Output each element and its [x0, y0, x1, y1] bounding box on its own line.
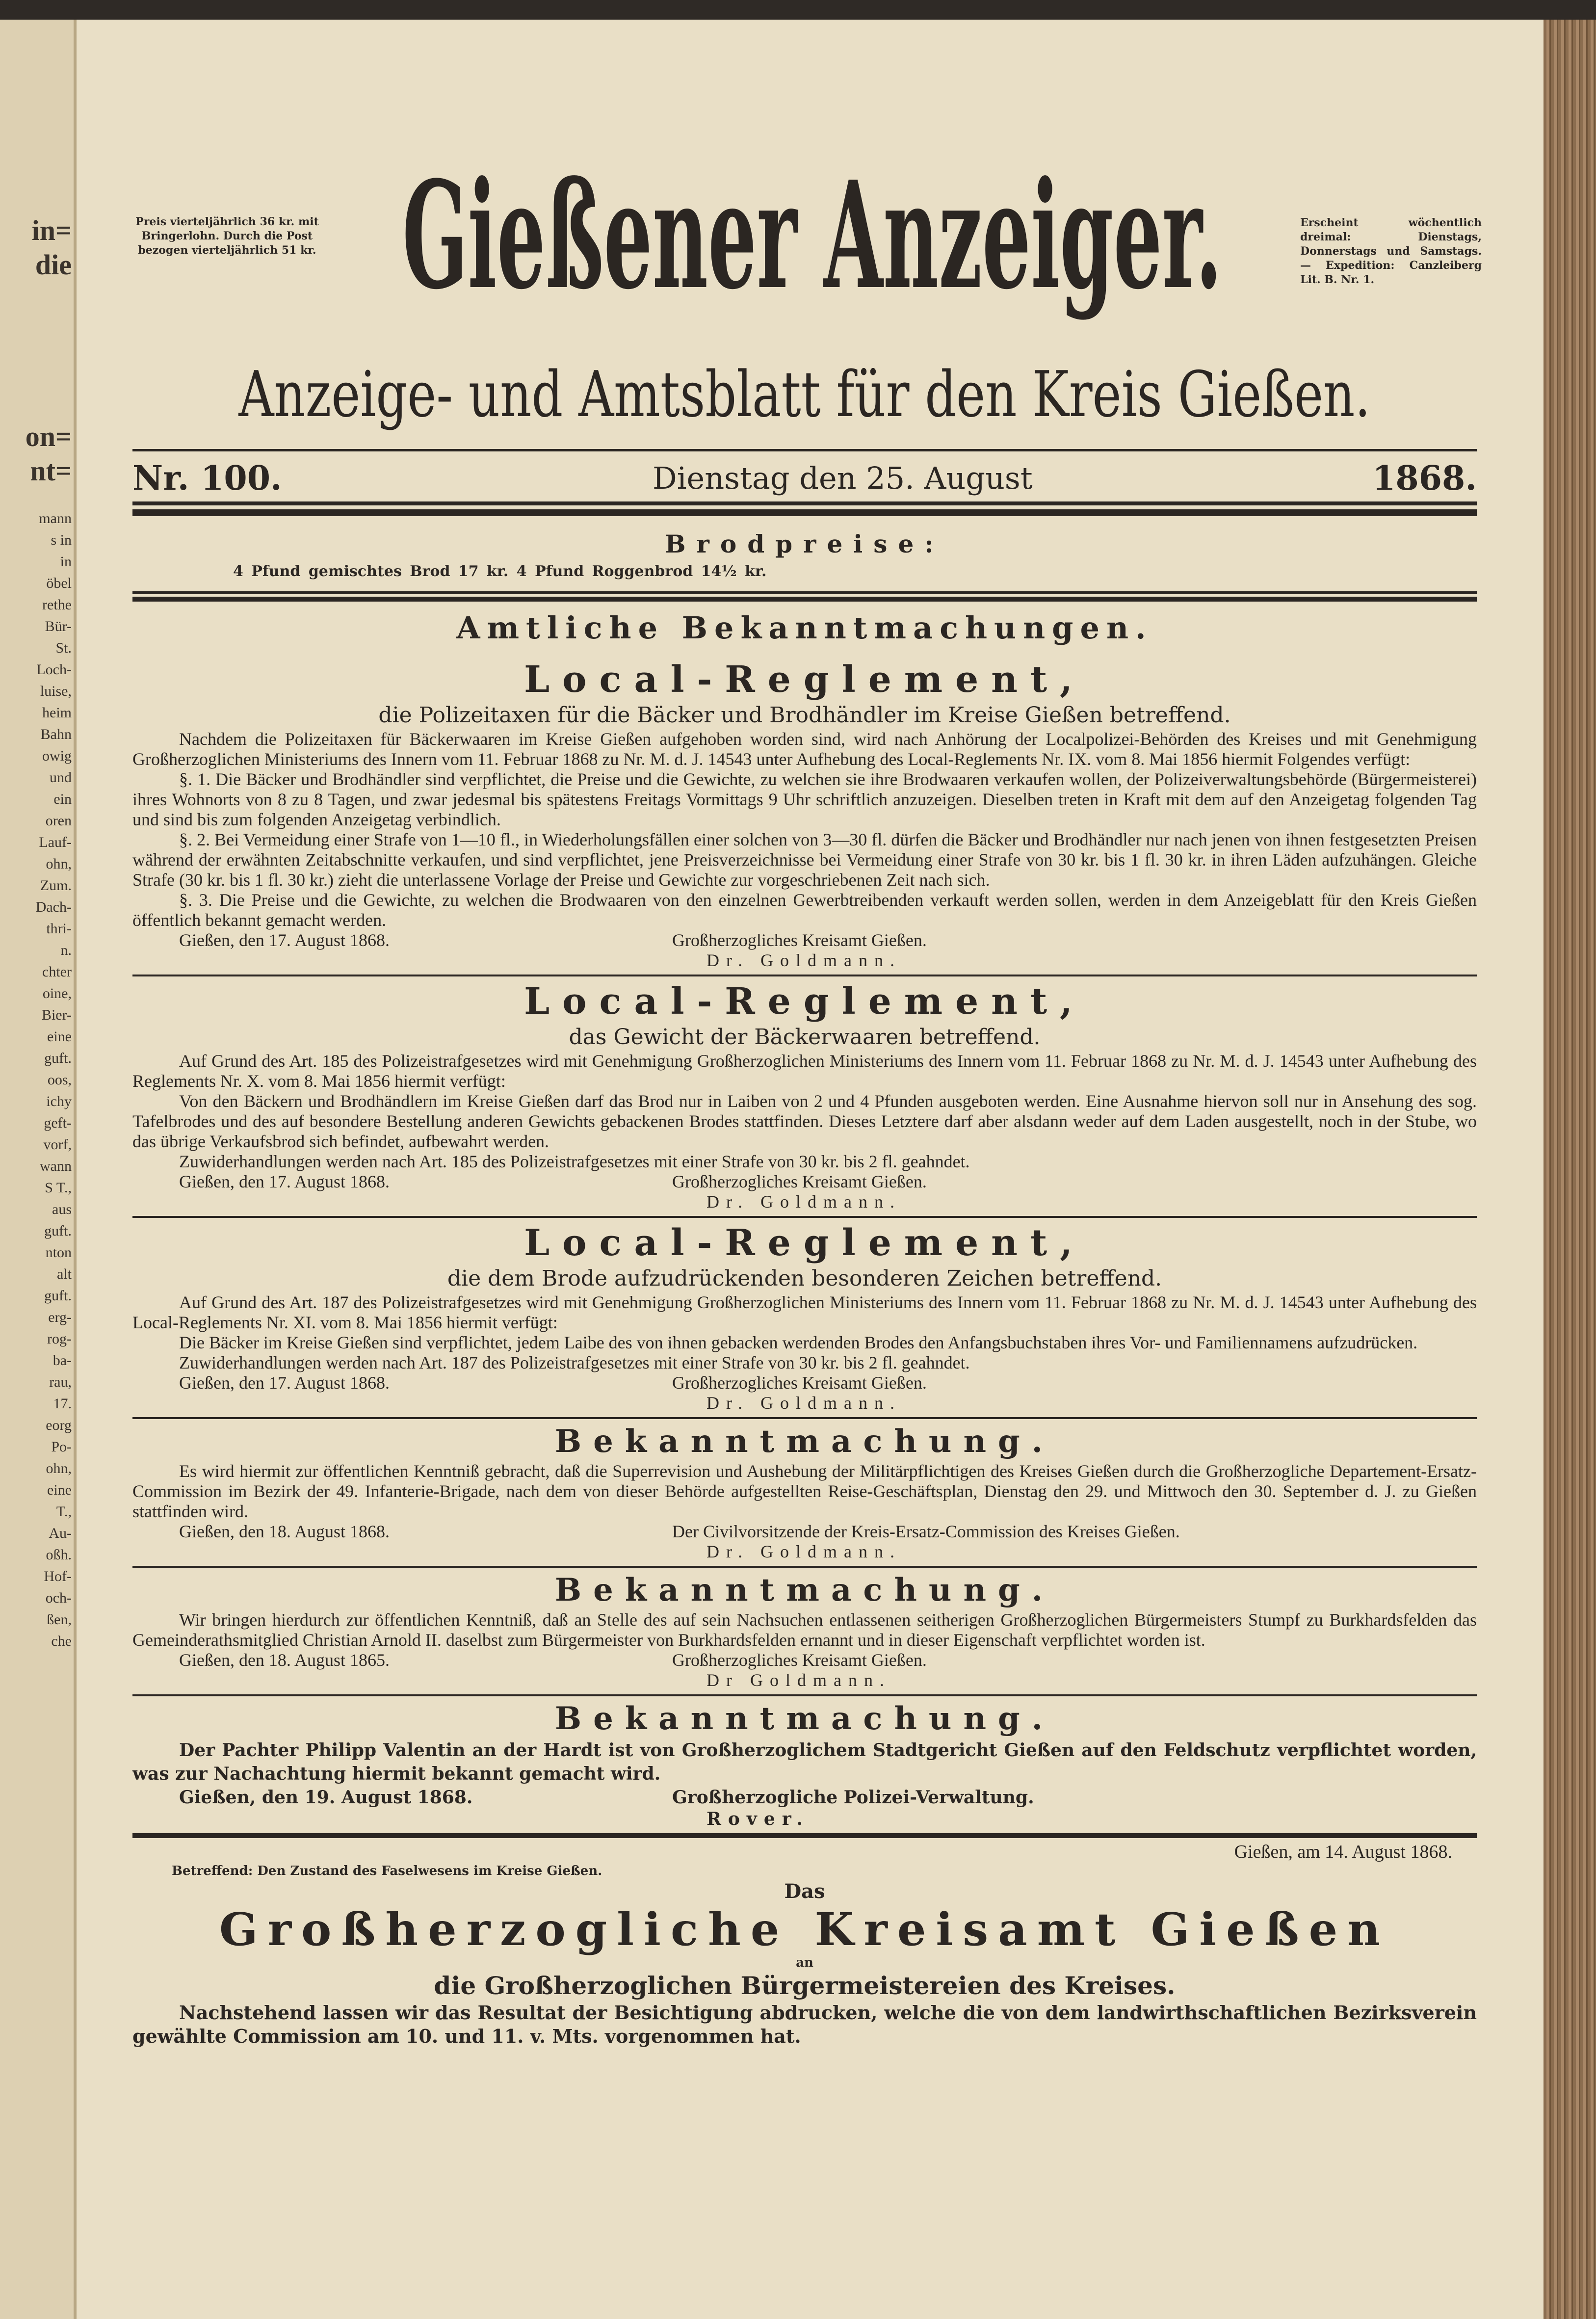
- adjacent-page-text-fragment: rog-: [47, 1331, 72, 1347]
- divider: [132, 1566, 1477, 1568]
- adjacent-page-text-fragment: Po-: [51, 1439, 72, 1455]
- adjacent-page-text-fragment: heim: [42, 705, 72, 721]
- adjacent-page-text-fragment: ohn,: [46, 1460, 72, 1476]
- circular: [132, 1841, 1477, 2048]
- notice-place-date: Gießen, den 18. August 1865.: [179, 1650, 390, 1670]
- notice-place-date: Gießen, den 18. August 1868.: [179, 1522, 390, 1541]
- notice-paragraph: Auf Grund des Art. 185 des Polizeistrafgesetzes wird mit Genehmigung Großherzoglichen Ministeriums des Innern vom 11. Februar 1868 zu Nr. M. d. J. 14543 unter Aufhebung des Reglements Nr. X. vom 8. Mai 1856 hiermit verfügt:: [132, 1051, 1477, 1091]
- notice-signature-line: [132, 930, 1477, 950]
- notice-signature: Dr. Goldmann.: [706, 1393, 901, 1413]
- notice-signature-line: [132, 1786, 1477, 1809]
- adjacent-page-text-fragment: oßh.: [46, 1547, 72, 1563]
- notice-paragraph: Wir bringen hierdurch zur öffentlichen Kenntniß, daß an Stelle des auf sein Nachsuchen entlassenen seitherigen Großherzoglichen Bürgermeisters Stumpf zu Burkhardsfelden das Gemeinderathsmitglied Christian Arnold II. daselbst zum Bürgermeister von Burkhardsfelden ernannt und in dieser Eigenschaft verpflichtet worden ist.: [132, 1610, 1477, 1650]
- notice-place-date: Gießen, den 17. August 1868.: [179, 1172, 390, 1191]
- adjacent-page-text-fragment: oos,: [47, 1072, 72, 1088]
- scan-top-edge: [0, 0, 1596, 20]
- notice-place-date: Gießen, den 19. August 1868.: [179, 1787, 473, 1808]
- notice-signature-line: [132, 1650, 1477, 1670]
- divider: [132, 1417, 1477, 1419]
- notice: [132, 979, 1477, 1212]
- circular-regarding: Betreffend: Den Zustand des Faselwesens im Kreise Gießen.: [172, 1864, 602, 1878]
- notice-signature: Dr Goldmann.: [706, 1670, 891, 1690]
- adjacent-page-text-fragment: och-: [45, 1590, 72, 1606]
- adjacent-page-text-fragment: Bür-: [45, 618, 72, 634]
- notice-paragraph: Auf Grund des Art. 187 des Polizeistrafgesetzes wird mit Genehmigung Großherzoglichen Ministeriums des Innern vom 11. Februar 1868 zu Nr. M. d. J. 14543 unter Aufhebung des Local-Reglements Nr. XI. vom 8. Mai 1856 hiermit verfügt:: [132, 1292, 1477, 1332]
- adjacent-page-text-fragment: wann: [40, 1158, 72, 1174]
- notice-signature: Rover.: [706, 1809, 810, 1829]
- adjacent-page-text-fragment: T.,: [56, 1503, 72, 1520]
- notice-signature-row: [132, 1393, 1477, 1413]
- adjacent-page-text-fragment: Loch-: [36, 661, 72, 678]
- notice-place-date: Gießen, den 17. August 1868.: [179, 1373, 390, 1393]
- adjacent-page-text-fragment: rethe: [42, 597, 72, 613]
- adjacent-page-text-fragment: Bahn: [40, 726, 72, 742]
- adjacent-page-text-fragment: geft-: [44, 1115, 72, 1131]
- notice-signature-row: [132, 1809, 1477, 1829]
- notice-paragraph: §. 2. Bei Vermeidung einer Strafe von 1—10 fl., in Wiederholungsfällen einer solchen von 3—30 fl. dürfen die Bäcker und Brodhändler nur nach jenen von ihnen festgesetzten Preisen während der erwähnten Zeitabschnitte verkaufen, und sind verpflichtet, jene Preisverzeichnisse bei Vermeidung einer Strafe von 30 kr. bis 1 fl. 30 kr. in ihren Läden aufzuhängen. Gleiche Strafe (30 kr. bis 1 fl. 30 kr.) zieht die unterlassene Vorlage der Preise und Gewichte zur vorgeschriebenen Zeit nach sich.: [132, 830, 1477, 890]
- notice-authority: Großherzogliches Kreisamt Gießen.: [672, 1172, 927, 1191]
- adjacent-page-text-fragment: aus: [52, 1201, 72, 1217]
- notice: [132, 1699, 1477, 1829]
- circular-title: Großherzogliche Kreisamt Gießen: [219, 1903, 1390, 1956]
- adjacent-page-text-fragment: oine,: [42, 985, 72, 1001]
- divider: [132, 975, 1477, 976]
- bread-prices-heading: Brodpreise:: [665, 529, 944, 558]
- masthead-title: Gießener Anzeiger.: [402, 149, 1222, 322]
- notice-authority: Großherzogliches Kreisamt Gießen.: [672, 930, 927, 950]
- adjacent-page-edge: [0, 20, 77, 2319]
- notice-paragraph: §. 1. Die Bäcker und Brodhändler sind verpflichtet, die Preise und die Gewichte, zu welchen sie ihre Brodwaaren verkaufen wollen, der Polizeiverwaltungsbehörde (Bürgermeisterei) ihres Wohnorts von 8 zu 8 Tagen, und zwar jedesmal bis spätestens Freitags Vormittags 9 Uhr schriftlich anzuzeigen. Dieselben treten in Kraft mit dem auf den Anzeigetag folgenden Tag und sind bis zum folgenden Anzeigetag verbindlich.: [132, 769, 1477, 829]
- issue-number: Nr. 100.: [132, 459, 282, 498]
- notice: [132, 1571, 1477, 1690]
- adjacent-page-text-fragment: alt: [57, 1266, 72, 1282]
- notice-subtitle: das Gewicht der Bäckerwaaren betreffend.: [569, 1025, 1041, 1050]
- notice-signature-row: [132, 1670, 1477, 1690]
- notices-column: [132, 658, 1477, 2048]
- notice-paragraph: §. 3. Die Preise und die Gewichte, zu welchen die Brodwaaren von den einzelnen Gewerbtreibenden verkauft werden sollen, werden in dem Anzeigeblatt für den Kreis Gießen öffentlich bekannt gemacht werden.: [132, 890, 1477, 930]
- adjacent-page-text-fragment: mann: [39, 510, 72, 527]
- adjacent-page-text-fragment: on=: [25, 421, 72, 452]
- adjacent-page-text-fragment: erg-: [48, 1309, 72, 1325]
- adjacent-page-text-fragment: ein: [53, 791, 72, 807]
- adjacent-page-text-fragment: luise,: [40, 683, 72, 699]
- circular-body: Nachstehend lassen wir das Resultat der Besichtigung abdrucken, welche die von dem landwirthschaftlichen Bezirksverein gewählte Commission am 10. und 11. v. Mts. vorgenommen hat.: [132, 2002, 1477, 2047]
- adjacent-page-text-fragment: owig: [42, 748, 72, 764]
- adjacent-page-text-fragment: die: [35, 249, 72, 281]
- notices: [132, 658, 1477, 1838]
- masthead-subtitle: Anzeige- und Amtsblatt für den Kreis Gießen.: [238, 358, 1371, 431]
- adjacent-page-text-fragment: Zum.: [40, 877, 72, 894]
- adjacent-page-text-fragment: eine: [47, 1482, 72, 1498]
- adjacent-page-text-fragment: nt=: [30, 455, 72, 487]
- masthead-subtitle-row: [132, 358, 1477, 432]
- notice-signature: Dr. Goldmann.: [706, 1542, 901, 1561]
- adjacent-page-text-fragment: ohn,: [46, 856, 72, 872]
- notice-signature: Dr. Goldmann.: [706, 1192, 901, 1212]
- notice: [132, 658, 1477, 971]
- adjacent-page-text-fragment: St.: [55, 640, 72, 656]
- divider: [132, 1833, 1477, 1838]
- official-notices-heading: Amtliche Bekanntmachungen.: [456, 610, 1153, 646]
- adjacent-page-text-fragment: che: [51, 1633, 72, 1649]
- issue-date: Dienstag den 25. August: [653, 460, 1033, 496]
- issue-year: 1868.: [1372, 459, 1477, 498]
- bread-prices-line: 4 Pfund gemischtes Brod 17 kr. 4 Pfund Roggenbrod 14½ kr.: [233, 563, 767, 580]
- adjacent-page-text-fragment: Dach-: [35, 899, 72, 915]
- notice-signature-row: [132, 1192, 1477, 1212]
- adjacent-page-text-fragment: guft.: [44, 1288, 72, 1304]
- adjacent-page-text-fragment: 17.: [53, 1396, 72, 1412]
- divider: [132, 1216, 1477, 1218]
- notice-title: Bekanntmachung.: [554, 1700, 1055, 1737]
- circular-das: Das: [784, 1880, 825, 1903]
- adjacent-page-text-fragment: chter: [42, 964, 72, 980]
- notice-authority: Der Civilvorsitzende der Kreis-Ersatz-Commission des Kreises Gießen.: [672, 1522, 1180, 1541]
- circular-an: an: [796, 1955, 813, 1970]
- adjacent-page-text-fragment: Hof-: [44, 1568, 72, 1584]
- notice-title: Local-Reglement,: [524, 659, 1085, 701]
- notice-title: Local-Reglement,: [524, 980, 1085, 1023]
- notice-title: Bekanntmachung.: [554, 1423, 1055, 1460]
- divider: [132, 509, 1477, 516]
- adjacent-page-text-fragment: ichy: [46, 1093, 72, 1109]
- notice-title: Bekanntmachung.: [554, 1572, 1055, 1608]
- adjacent-page-text-fragment: in: [60, 553, 72, 570]
- adjacent-page-text-fragment: vorf,: [43, 1136, 72, 1153]
- divider: [132, 591, 1477, 594]
- notice-place-date: Gießen, den 17. August 1868.: [179, 930, 390, 950]
- adjacent-page-text-fragment: nton: [45, 1244, 72, 1261]
- notice-paragraph: Zuwiderhandlungen werden nach Art. 187 des Polizeistrafgesetzes mit einer Strafe von 30 kr. bis 2 fl. geahndet.: [179, 1353, 970, 1372]
- adjacent-page-text-fragment: ßen,: [47, 1611, 72, 1628]
- circular-addressee: die Großherzoglichen Bürgermeistereien des Kreises.: [434, 1971, 1176, 2000]
- adjacent-page-text-fragment: S T.,: [45, 1180, 72, 1196]
- notice-title: Local-Reglement,: [524, 1222, 1085, 1264]
- adjacent-page-text-fragment: s in: [51, 532, 72, 548]
- adjacent-page-text-fragment: und: [50, 769, 72, 786]
- notice-paragraph: Nachdem die Polizeitaxen für Bäckerwaaren im Kreise Gießen aufgehoben worden sind, wird nach Anhörung der Localpolizei-Behörden des Kreises und mit Genehmigung Großherzoglichen Ministeriums des Innern vom 11. Februar 1868 zu Nr. M. d. J. 14543 unter Aufhebung des Local-Reglements Nr. IX. vom 8. Mai 1856 hiermit Folgendes verfügt:: [132, 729, 1477, 769]
- notice: [132, 1422, 1477, 1562]
- divider: [132, 501, 1477, 505]
- adjacent-page-text-fragment: öbel: [46, 575, 72, 591]
- notice-authority: Großherzogliches Kreisamt Gießen.: [672, 1373, 927, 1393]
- notice-paragraph: Der Pachter Philipp Valentin an der Hardt ist von Großherzoglichem Stadtgericht Gießen auf den Feldschutz verpflichtet worden, was zur Nachachtung hiermit bekannt gemacht wird.: [132, 1740, 1477, 1784]
- adjacent-page-text-fragment: thri-: [46, 921, 72, 937]
- adjacent-page-text-fragment: rau,: [49, 1374, 72, 1390]
- masthead: [339, 147, 1285, 324]
- notice-signature-line: [132, 1522, 1477, 1542]
- adjacent-page-text-fragment: Lauf-: [39, 834, 72, 850]
- adjacent-page-text-fragment: n.: [60, 942, 72, 958]
- divider: [132, 1694, 1477, 1696]
- notice-signature-line: [132, 1373, 1477, 1393]
- circular-place-date: Gießen, am 14. August 1868.: [1234, 1842, 1452, 1862]
- adjacent-page-text-fragment: eine: [47, 1028, 72, 1045]
- notice-subtitle: die Polizeitaxen für die Bäcker und Brodhändler im Kreise Gießen betreffend.: [378, 703, 1231, 728]
- notice-signature: Dr. Goldmann.: [706, 950, 901, 970]
- notice-subtitle: die dem Brode aufzudrückenden besonderen Zeichen betreffend.: [447, 1266, 1162, 1291]
- notice-signature-row: [132, 950, 1477, 971]
- subscription-price-note: Preis vierteljährlich 36 kr. mit Bringerlohn. Durch die Post bezogen vierteljährlich 51 kr.: [135, 215, 319, 257]
- notice-paragraph: Von den Bäckern und Brodhändlern im Kreise Gießen darf das Brod nur in Laiben von 2 und 4 Pfunden ausgeboten werden. Eine Ausnahme hiervon soll nur in Ansehung des sog. Tafelbrodes und des auf besondere Bestellung anderen Gewichts gebackenen Brodes stattfinden. Dieses Letztere darf aber alsdann weder auf dem Laden ausgestellt, noch in der Stube, wo das übrige Verkaufsbrod sich befindet, aufbewahrt werden.: [132, 1091, 1477, 1151]
- notice-authority: Großherzogliches Kreisamt Gießen.: [672, 1650, 927, 1670]
- divider: [132, 449, 1477, 451]
- notice-authority: Großherzogliche Polizei-Verwaltung.: [672, 1787, 1034, 1808]
- adjacent-page-text-fragment: in=: [31, 214, 72, 246]
- book-page-edges: [1544, 20, 1596, 2319]
- adjacent-page-text-fragment: Bier-: [41, 1007, 72, 1023]
- notice: [132, 1221, 1477, 1413]
- publication-schedule-note: Erscheint wöchentlich dreimal: Dienstags, Donnerstags und Samstags. — Expedition: Canzleiberg Lit. B. Nr. 1.: [1300, 216, 1482, 286]
- adjacent-page-text-fragment: eorg: [46, 1417, 72, 1433]
- adjacent-page-text-fragment: guft.: [44, 1050, 72, 1066]
- notice-signature-row: [132, 1542, 1477, 1562]
- notice-paragraph: Zuwiderhandlungen werden nach Art. 185 des Polizeistrafgesetzes mit einer Strafe von 30 kr. bis 2 fl. geahndet.: [179, 1152, 970, 1171]
- adjacent-page-text-fragment: guft.: [44, 1223, 72, 1239]
- notice-paragraph: Es wird hiermit zur öffentlichen Kenntniß gebracht, daß die Superrevision und Aushebung der Militärpflichtigen des Kreises Gießen durch die Großherzogliche Departement-Ersatz-Commission im Bezirk der 49. Infanterie-Brigade, nach dem von dieser Behörde aufgestellten Reise-Geschäftsplan, Dienstag den 29. und Mittwoch den 30. September d. J. zu Gießen stattfinden wird.: [132, 1461, 1477, 1521]
- adjacent-page-text-fragment: Au-: [49, 1525, 72, 1541]
- adjacent-page-text-fragment: oren: [45, 813, 72, 829]
- notice-paragraph: Die Bäcker im Kreise Gießen sind verpflichtet, jedem Laibe des von ihnen gebacken werdenden Brodes den Anfangsbuchstaben ihres Vor- und Familiennamens aufzudrücken.: [179, 1333, 1418, 1352]
- divider: [132, 597, 1477, 602]
- notice-signature-line: [132, 1172, 1477, 1192]
- adjacent-page-text-fragment: ba-: [52, 1352, 72, 1369]
